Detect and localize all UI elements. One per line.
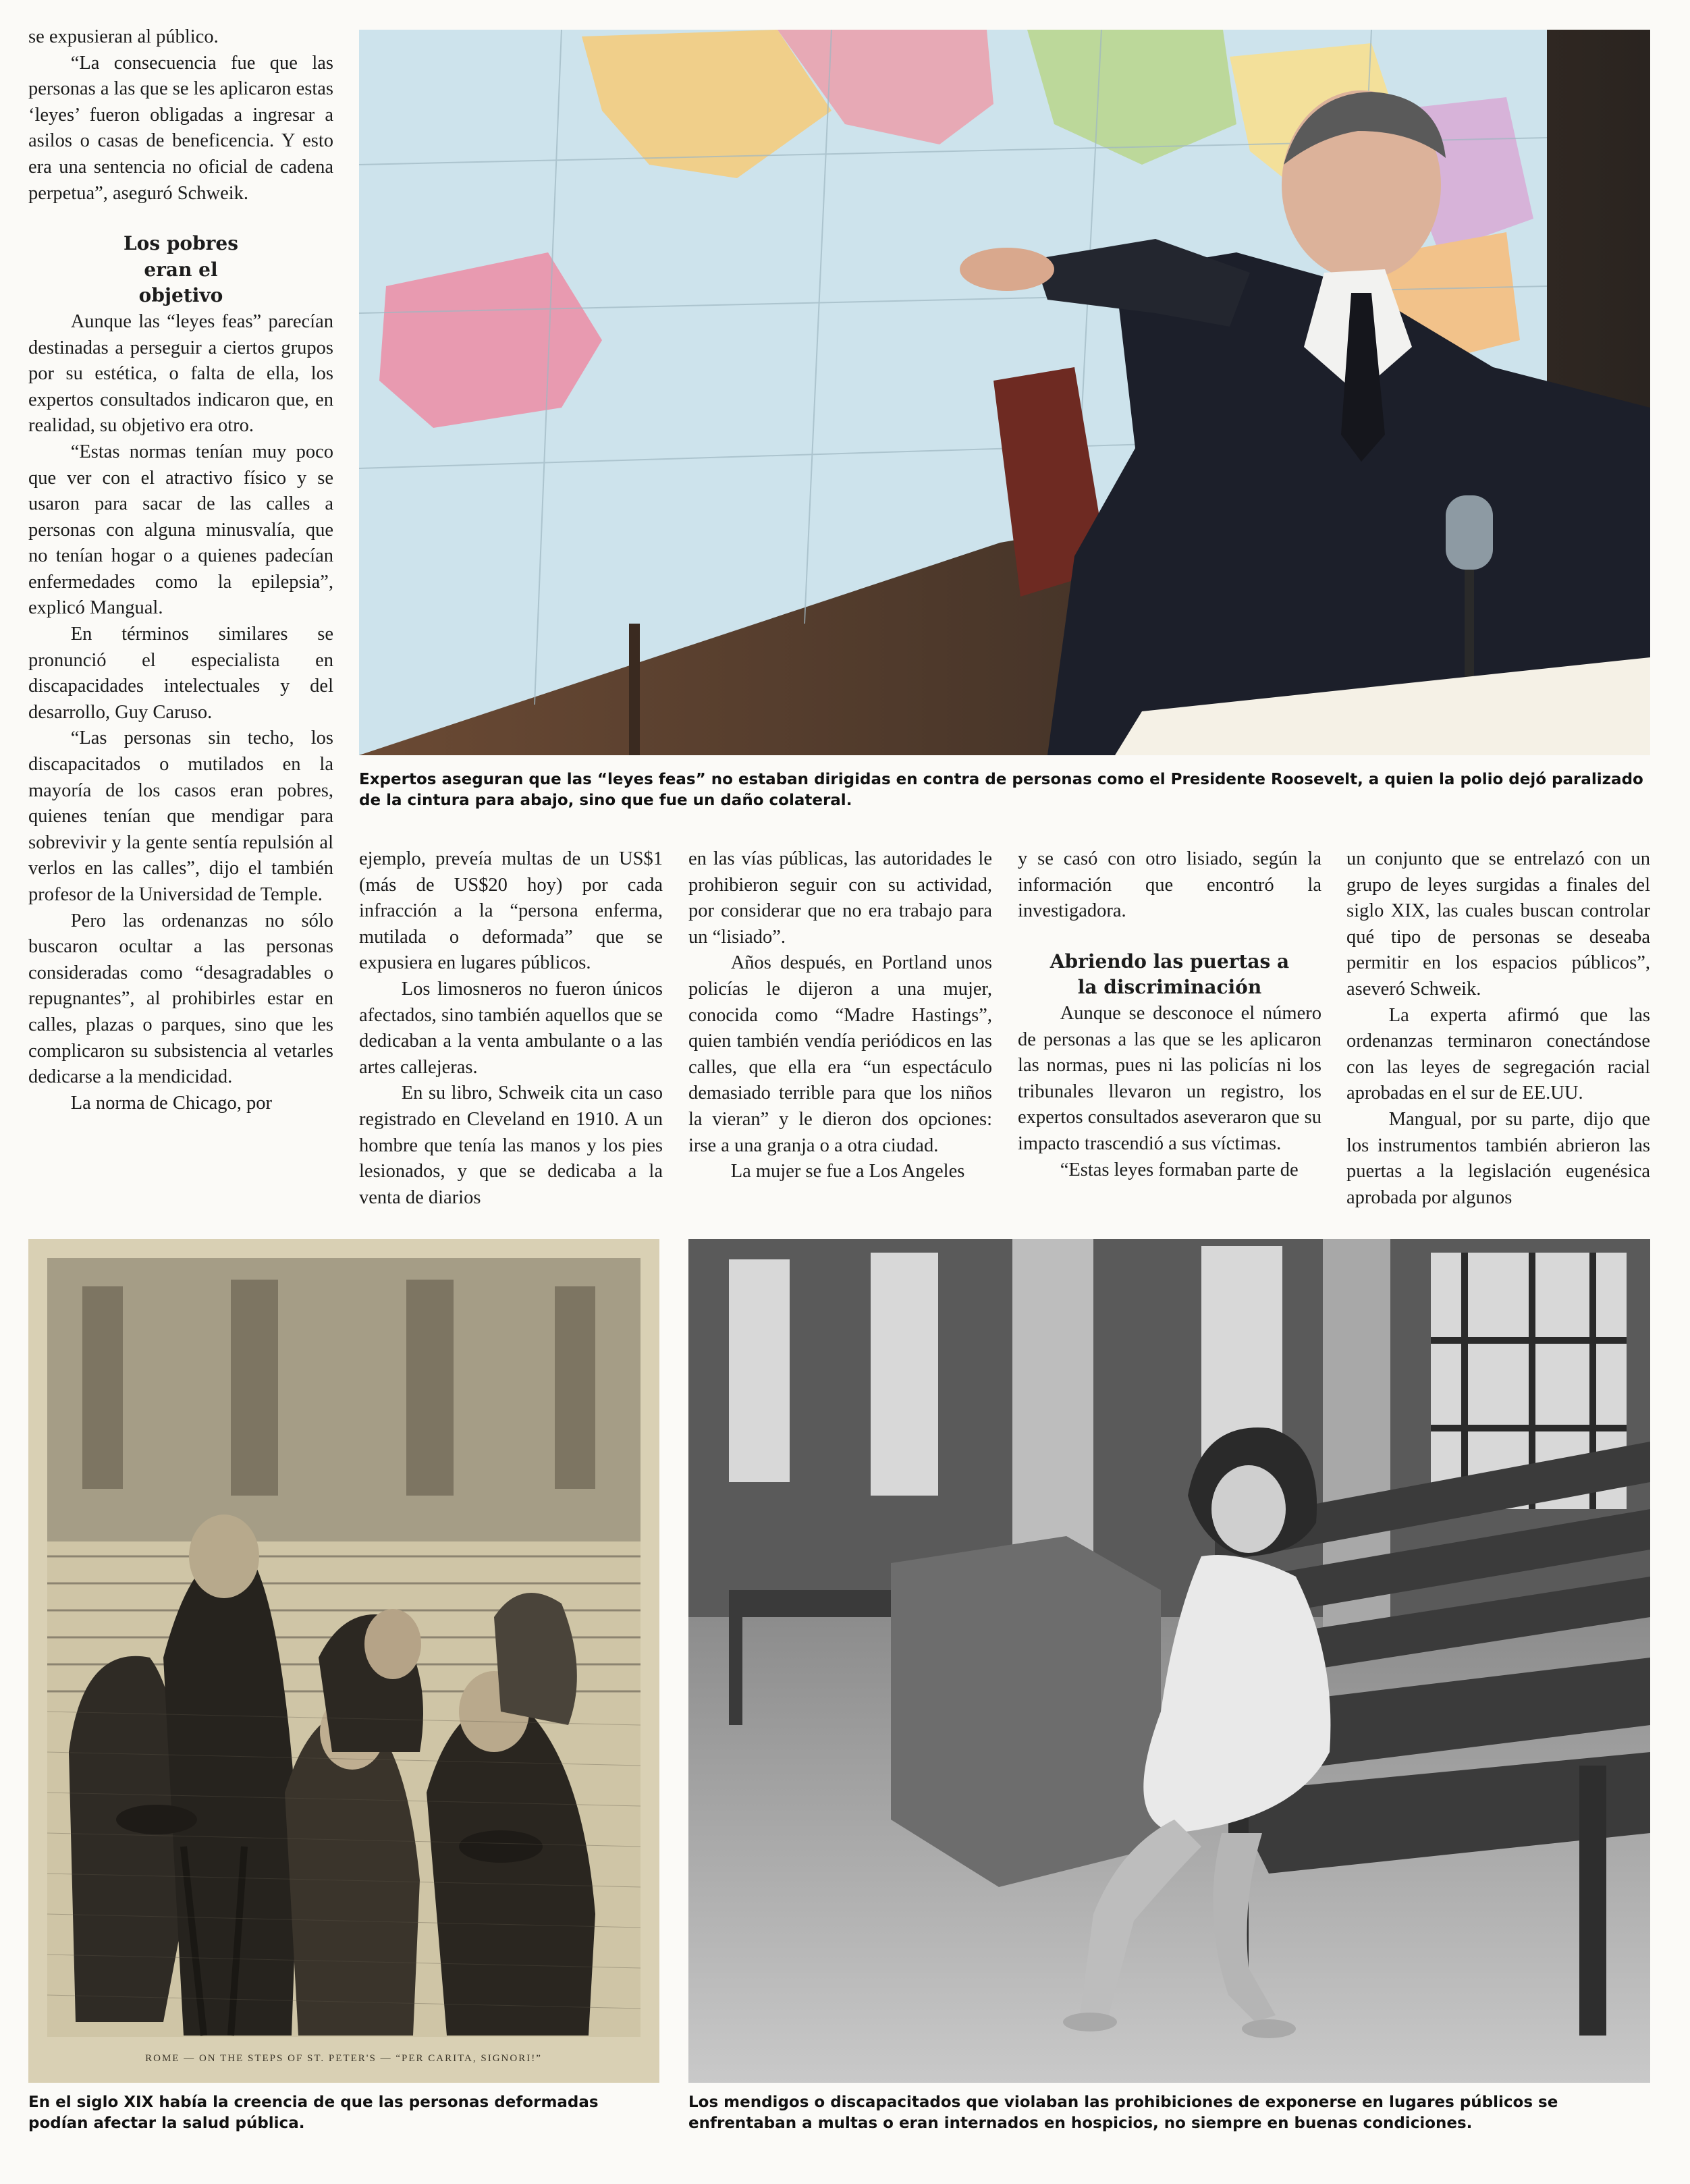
column-2 xyxy=(359,846,663,1211)
paragraph: se expusieran al público. xyxy=(28,26,219,47)
paragraph: La mujer se fue a Los Angeles xyxy=(730,1161,965,1182)
beggars-engraving xyxy=(28,1239,659,2083)
paragraph: Pero las ordenanzas no sólo buscaron ocultar a las personas consideradas como “desagradables o repugnantes”, al prohibirles estar en calles, plazas o parques, sino que les complicaron su subsistencia al vetarles dedicarse a la mendicidad. xyxy=(28,910,333,1088)
bottom-right-caption: Los mendigos o discapacitados que violaban las prohibiciones de exponerse en lugares públicos se enfrentaban a multas o eran internados en hospicios, no siempre en buenas condiciones. xyxy=(688,2094,1558,2132)
engraving-caption: ROME — ON THE STEPS OF ST. PETER'S — “PER CARITA, SIGNORI!” xyxy=(145,2053,542,2064)
paragraph: Aunque se desconoce el número de personas a las que se les aplicaron las normas, pues ni las policías ni los tribunales llevaron un registro, los expertos consultados aseveraron que su impacto trascendió a sus víctimas. xyxy=(1018,1002,1321,1154)
paragraph: La experta afirmó que las ordenanzas terminaron conectándose con las leyes de segregación racial aprobadas en el sur de EE.UU. xyxy=(1346,1004,1650,1104)
column-4 xyxy=(1018,846,1321,1183)
paragraph: “Las personas sin techo, los discapacitados o mutilados en la mayoría de los casos eran pobres, quienes tenían que mendigar para sobrevivir y la gente sentía repulsión al verlos en las calles”, dijo el también profesor de la Universidad de Temple. xyxy=(28,728,333,905)
column-3 xyxy=(688,846,992,1185)
roosevelt-photo xyxy=(359,30,1650,755)
subheading: Abriendo las puertas a la discriminación xyxy=(1050,950,1290,999)
bottom-left-caption: En el siglo XIX había la creencia de que las personas deformadas podían afectar la salud pública. xyxy=(28,2094,599,2132)
paragraph: Aunque las “leyes feas” parecían destinadas a perseguir a ciertos grupos por su estética, o falta de ella, los expertos consultados indicaron que, en realidad, su objetivo era otro. xyxy=(28,310,333,437)
subheading: Los pobres eran el objetivo xyxy=(123,232,239,307)
paragraph: un conjunto que se entrelazó con un grupo de leyes surgidas a finales del siglo XIX, las cuales buscan controlar qué tipo de personas se deseaba permitir en los espacios públicos”, aseveró Schweik. xyxy=(1346,848,1650,1000)
paragraph: “Estas leyes formaban parte de xyxy=(1060,1159,1299,1180)
paragraph: “Estas normas tenían muy poco que ver con el atractivo físico y se usaron para sacar de las calles a personas con alguna minusvalía, que no tenían hogar o a quienes padecían enfermedades como la epilepsia”, explicó Mangual. xyxy=(28,441,333,619)
paragraph: Mangual, por su parte, dijo que los instrumentos también abrieron las puertas a la legislación eugenésica aprobada por algunos xyxy=(1346,1108,1650,1208)
column-5 xyxy=(1346,846,1650,1211)
paragraph: Los limosneros no fueron únicos afectados, sino también aquellos que se dedicaban a la venta ambulante o a las artes callejeras. xyxy=(359,978,663,1078)
paragraph: ejemplo, preveía multas de un US$1 (más de US$20 hoy) por cada infracción a la “persona enferma, mutilada o deformada” que se expusiera en lugares públicos. xyxy=(359,848,663,974)
hospice-photo xyxy=(688,1239,1650,2083)
paragraph: y se casó con otro lisiado, según la información que encontró la investigadora. xyxy=(1018,848,1321,922)
left-column xyxy=(28,24,333,1116)
paragraph: La norma de Chicago, por xyxy=(70,1092,273,1114)
paragraph: en las vías públicas, las autoridades le prohibieron seguir con su actividad, por considerar que no era trabajo para un “lisiado”. xyxy=(688,848,992,948)
paragraph: En su libro, Schweik cita un caso registrado en Cleveland en 1910. A un hombre que tenía las manos y los pies lesionados, y que se dedicaba a la venta de diarios xyxy=(359,1083,663,1208)
paragraph: Años después, en Portland unos policías le dijeron a una mujer, conocida como “Madre Hastings”, quien también vendía periódicos en las calles, que ella era “un espectáculo demasiado terrible para que los niños la vieran” y le dieron dos opciones: irse a una granja o a otra ciudad. xyxy=(688,952,992,1156)
paragraph: “La consecuencia fue que las personas a las que se les aplicaron estas ‘leyes’ fueron obligadas a ingresar a asilos o casas de beneficencia. Y esto era una sentencia no oficial de cadena perpetua”, aseguró Schweik. xyxy=(28,52,333,204)
paragraph: En términos similares se pronunció el especialista en discapacidades intelectuales y del desarrollo, Guy Caruso. xyxy=(28,624,333,723)
top-photo-caption: Expertos aseguran que las “leyes feas” no estaban dirigidas en contra de personas como el Presidente Roosevelt, a quien la polio dejó paralizado de la cintura para abajo, sino que fue un daño colateral. xyxy=(359,771,1643,809)
